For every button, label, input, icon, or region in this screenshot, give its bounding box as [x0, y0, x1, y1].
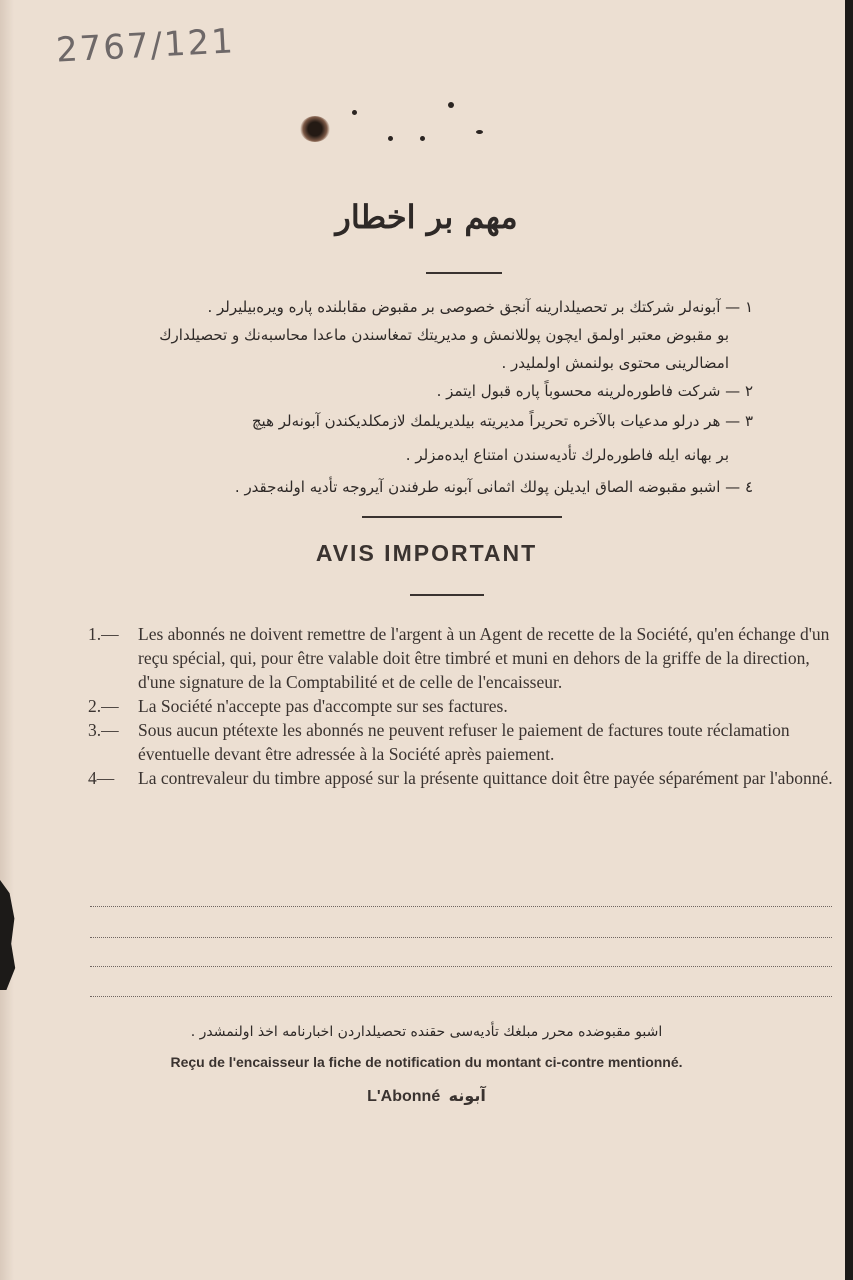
notice-item	[88, 718, 833, 766]
notice-number: 2.—	[88, 696, 119, 716]
abonne-ottoman: آبونه	[448, 1086, 486, 1105]
torn-edge	[0, 880, 16, 990]
receipt-french: Reçu de l'encaisseur la fiche de notification du montant ci-contre mentionné.	[170, 1054, 683, 1070]
french-notice-list	[88, 622, 833, 790]
notice-item	[88, 622, 833, 694]
ottoman-title: مهم بر اخطار	[335, 198, 518, 236]
notice-text: Les abonnés ne doivent remettre de l'argent à un Agent de recette de la Société, qu'en échange d'un reçu spécial, qui, pour être valable doit être timbré et muni en dehors de la griffe de la direction, d'une signature de la Comptabilité et de celle de l'encaisseur.	[138, 624, 830, 692]
french-title-underline	[410, 594, 484, 596]
ottoman-line-6: بر بهانه ایله فاطوره‌لرك تأدیه‌سندن امتناع ایده‌مزلر .	[405, 446, 729, 464]
ottoman-line-4: ٢ — شرکت فاطوره‌لرینه محسوباً پاره قبول ایتمز .	[436, 382, 753, 400]
dotted-line	[90, 966, 832, 967]
notice-number: 4—	[88, 768, 115, 788]
ottoman-line-3: امضالرینی محتوی بولنمش اولملیدر .	[501, 354, 729, 372]
notice-number: 1.—	[88, 624, 119, 644]
notice-text: Sous aucun ptétexte les abonnés ne peuvent refuser le paiement de factures toute réclamation éventuelle devant être adressée à la Société après paiement.	[138, 720, 790, 764]
notice-item	[88, 694, 833, 718]
ink-speck	[476, 130, 483, 134]
ink-speck	[388, 136, 393, 141]
ottoman-line-1: ١ — آبونه‌لر شرکتك بر تحصیلدارینه آنجق خصوصی بر مقبوض مقابلنده پاره ویره‌بیلیرلر .	[207, 298, 753, 316]
notice-text: La Société n'accepte pas d'accompte sur ses factures.	[138, 696, 508, 716]
section-divider	[362, 516, 562, 518]
ink-speck	[420, 136, 425, 141]
abonne-signature-label	[0, 1086, 853, 1106]
receipt-ottoman: اشبو مقبوضده محرر مبلغك تأدیه‌سی حقنده تحصیلداردن اخبارنامه اخذ اولنمشدر .	[190, 1024, 663, 1040]
dotted-line	[90, 996, 832, 997]
ink-stain	[300, 116, 330, 142]
notice-number: 3.—	[88, 720, 119, 740]
ink-speck	[352, 110, 357, 115]
handwritten-reference: 2767/121	[55, 21, 236, 71]
ottoman-line-5: ٣ — هر درلو مدعیات بالآخره تحریراً مدیریته بیلدیریلمك لازمکلدیکندن آبونه‌لر هیچ	[251, 412, 753, 430]
ink-speck	[448, 102, 454, 108]
notice-text: La contrevaleur du timbre apposé sur la présente quittance doit être payée séparément par l'abonné.	[138, 768, 833, 788]
abonne-french: L'Abonné	[367, 1088, 441, 1105]
dotted-line	[90, 937, 832, 938]
french-title: AVIS IMPORTANT	[315, 540, 538, 566]
ottoman-line-7: ٤ — اشبو مقبوضه الصاق ایدیلن پولك اثمانی آبونه طرفندن آیروجه تأدیه اولنه‌جقدر .	[234, 478, 753, 496]
dotted-line	[90, 906, 832, 907]
title-underline	[426, 272, 502, 274]
ottoman-line-2: بو مقبوض معتبر اولمق ایچون پوللانمش و مدیریتك تمغاسندن ماعدا محاسبه‌نك و تحصیلدارك	[159, 326, 729, 344]
notice-item	[88, 766, 833, 790]
